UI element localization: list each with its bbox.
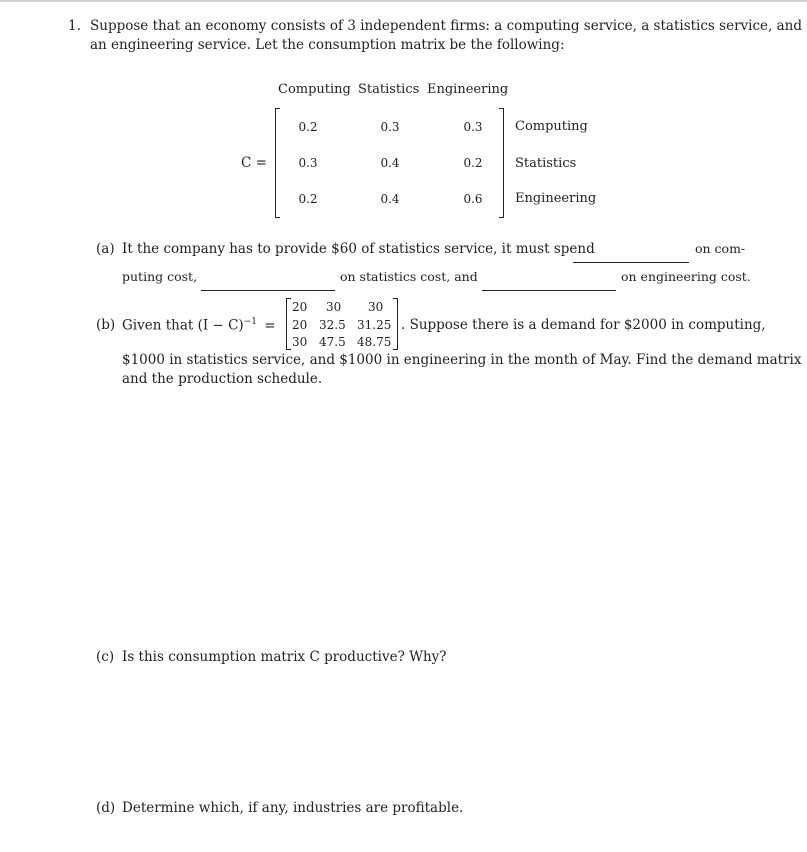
part-a-text2-mid: on statistics cost, and: [340, 269, 478, 284]
matrix-cell: 0.3: [463, 120, 483, 134]
matrix-cell: 0.2: [463, 156, 483, 170]
part-b-given-text: Given that (I − C): [122, 317, 244, 334]
matrix-cell: 0.2: [298, 120, 318, 134]
part-b-after: . Suppose there is a demand for $2000 in computing,: [401, 317, 766, 333]
question-text-line1: Suppose that an economy consists of 3 independent firms: a computing service, a statistics service, and: [90, 18, 802, 34]
answer-blank-computing[interactable]: [573, 262, 689, 263]
inverse-cell: 20: [292, 300, 308, 314]
part-b-exponent: −1: [243, 317, 257, 327]
matrix-left-bracket: [275, 108, 280, 218]
inverse-cell: 30: [368, 300, 384, 314]
part-b-line3: and the production schedule.: [122, 371, 323, 387]
part-a-label: (a): [96, 241, 115, 257]
inverse-left-bracket: [286, 298, 291, 350]
part-c-text: Is this consumption matrix C productive? Why?: [122, 649, 447, 665]
inverse-cell: 48.75: [357, 335, 392, 349]
part-a-text1-end: on com-: [695, 241, 746, 256]
col-header-computing: Computing: [278, 82, 351, 97]
matrix-right-bracket: [499, 108, 504, 218]
matrix-cell: 0.6: [463, 192, 483, 206]
part-d-label: (d): [96, 800, 116, 816]
inverse-cell: 30: [292, 335, 308, 349]
row-label-computing: Computing: [515, 119, 588, 134]
inverse-cell: 20: [292, 318, 308, 332]
row-label-engineering: Engineering: [515, 191, 597, 206]
part-b-equals: =: [264, 317, 276, 334]
question-number: 1.: [68, 18, 81, 34]
inverse-cell: 30: [326, 300, 342, 314]
inverse-cell: 47.5: [319, 335, 346, 349]
part-a-text2-start: puting cost,: [122, 269, 198, 284]
col-header-statistics: Statistics: [358, 82, 420, 97]
answer-blank-engineering[interactable]: [482, 290, 616, 291]
part-b-line2: $1000 in statistics service, and $1000 in engineering in the month of May. Find the demand matrix: [122, 352, 802, 368]
inverse-right-bracket: [393, 298, 398, 350]
matrix-cell: 0.3: [298, 156, 318, 170]
part-b-given: [122, 317, 276, 334]
part-a-text2-end: on engineering cost.: [621, 269, 751, 284]
inverse-cell: 32.5: [319, 318, 346, 332]
matrix-cell: 0.4: [380, 156, 400, 170]
part-b-label: (b): [96, 317, 116, 333]
part-a-text1: It the company has to provide $60 of statistics service, it must spend: [122, 241, 595, 257]
matrix-cell: 0.2: [298, 192, 318, 206]
inverse-cell: 31.25: [357, 318, 392, 332]
matrix-cell: 0.3: [380, 120, 400, 134]
matrix-lhs: C =: [241, 155, 267, 171]
part-c-label: (c): [96, 649, 115, 665]
page-top-border: [0, 0, 807, 2]
col-header-engineering: Engineering: [427, 82, 509, 97]
part-d-text: Determine which, if any, industries are profitable.: [122, 800, 464, 816]
matrix-cell: 0.4: [380, 192, 400, 206]
row-label-statistics: Statistics: [515, 156, 577, 171]
question-text-line2: an engineering service. Let the consumption matrix be the following:: [90, 37, 565, 53]
answer-blank-statistics[interactable]: [201, 290, 335, 291]
